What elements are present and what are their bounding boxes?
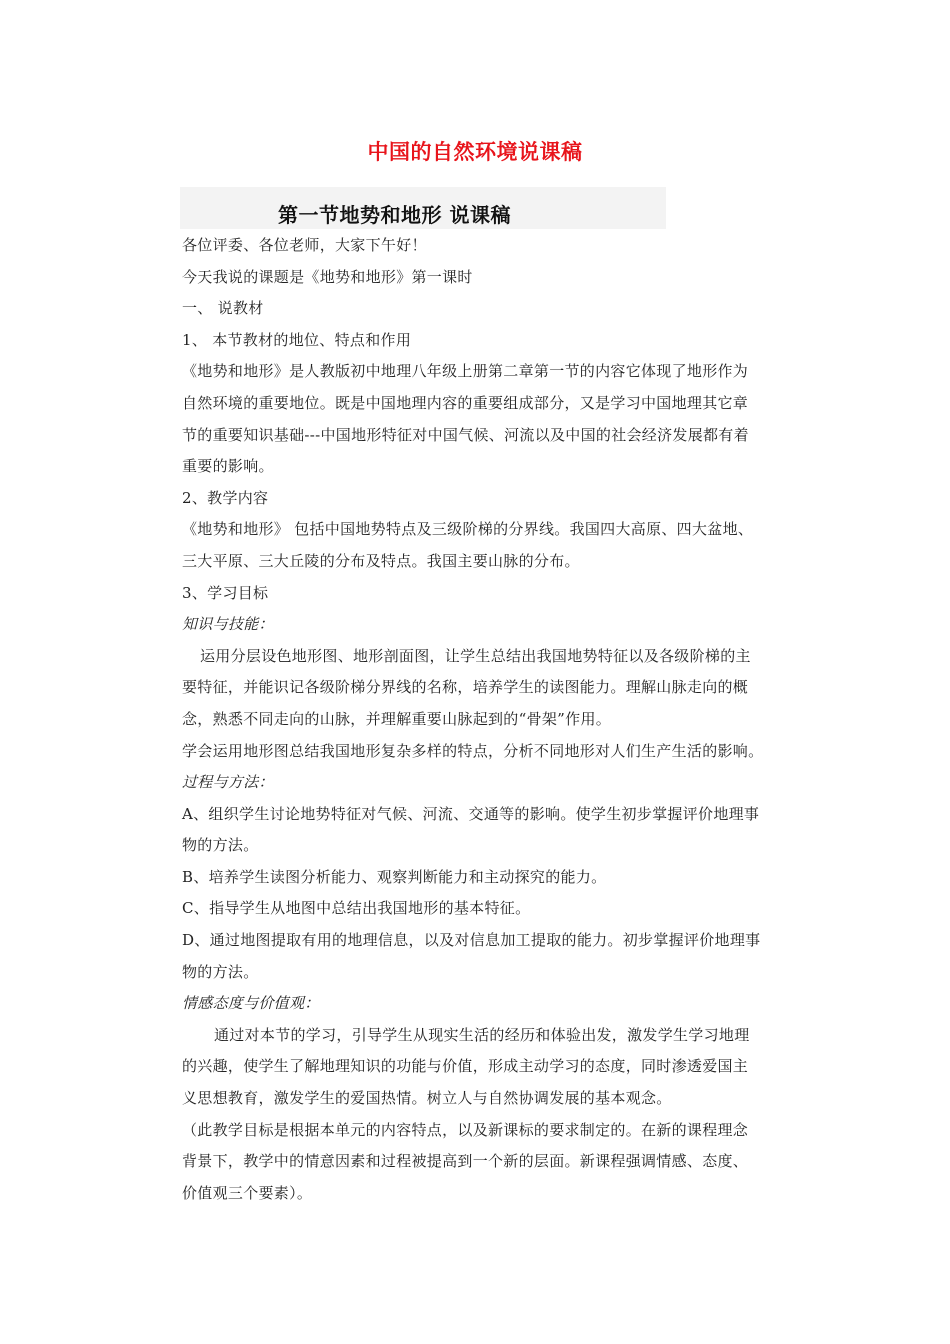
heading-objectives: 3、学习目标 [182,583,269,602]
list-item-c: C、指导学生从地图中总结出我国地形的基本特征。 [182,899,531,918]
heading-role: 1、 本节教材的地位、特点和作用 [182,330,412,349]
list-item-a: A、组织学生讨论地势特征对气候、河流、交通等的影响。使学生初步掌握评价地理事 [182,804,760,823]
paragraph-line: 自然环境的重要地位。既是中国地理内容的重要组成部分，又是学习中国地理其它章 [182,393,749,412]
paragraph-line: 要特征，并能识记各级阶梯分界线的名称，培养学生的读图能力。理解山脉走向的概 [182,678,749,697]
document-title: 中国的自然环境说课稿 [367,140,583,164]
topic-line: 今天我说的课题是《地势和地形》第一课时 [182,267,473,286]
heading-content: 2、教学内容 [182,488,269,507]
paragraph-line: 的兴趣，使学生了解地理知识的功能与价值，形成主动学习的态度，同时渗透爱国主 [182,1057,749,1076]
paragraph-line: 重要的影响。 [182,457,274,476]
subheading-process-methods: 过程与方法： [182,773,274,792]
paragraph-line: 义思想教育，激发学生的爱国热情。树立人与自然协调发展的基本观念。 [182,1089,672,1108]
paragraph-line: 运用分层设色地形图、地形剖面图，让学生总结出我国地势特征以及各级阶梯的主 [200,646,751,665]
list-item-d-cont: 物的方法。 [182,962,259,981]
section-title: 第一节地势和地形 说课稿 [278,203,511,227]
paragraph-line: 念，熟悉不同走向的山脉，并理解重要山脉起到的“骨架”作用。 [182,709,612,728]
paragraph-line: 《地势和地形》是人教版初中地理八年级上册第二章第一节的内容它体现了地形作为 [182,362,749,381]
list-item-b: B、培养学生读图分析能力、观察判断能力和主动探究的能力。 [182,867,607,886]
paragraph-line: 学会运用地形图总结我国地形复杂多样的特点，分析不同地形对人们生产生活的影响。 [182,741,764,760]
note-line: 背景下，教学中的情意因素和过程被提高到一个新的层面。新课程强调情感、态度、 [182,1152,749,1171]
heading-textbook: 一、 说教材 [182,299,264,318]
paragraph-line: 《地势和地形》 包括中国地势特点及三级阶梯的分界线。我国四大高原、四大盆地、 [182,520,754,539]
paragraph-line: 通过对本节的学习，引导学生从现实生活的经历和体验出发，激发学生学习地理 [214,1025,750,1044]
list-item-a-cont: 物的方法。 [182,836,259,855]
subheading-attitudes-values: 情感态度与价值观： [182,994,320,1013]
subheading-knowledge-skills: 知识与技能： [182,615,274,634]
greeting-line: 各位评委、各位老师，大家下午好！ [182,236,427,254]
note-line: （此教学目标是根据本单元的内容特点，以及新课标的要求制定的。在新的课程理念 [182,1120,749,1139]
note-line: 价值观三个要素）。 [182,1183,313,1202]
document-body [182,230,822,1209]
paragraph-line: 三大平原、三大丘陵的分布及特点。我国主要山脉的分布。 [182,551,580,570]
list-item-d: D、通过地图提取有用的地理信息，以及对信息加工提取的能力。初步掌握评价地理事 [182,931,761,950]
paragraph-line: 节的重要知识基础---中国地形特征对中国气候、河流以及中国的社会经济发展都有着 [182,425,749,444]
